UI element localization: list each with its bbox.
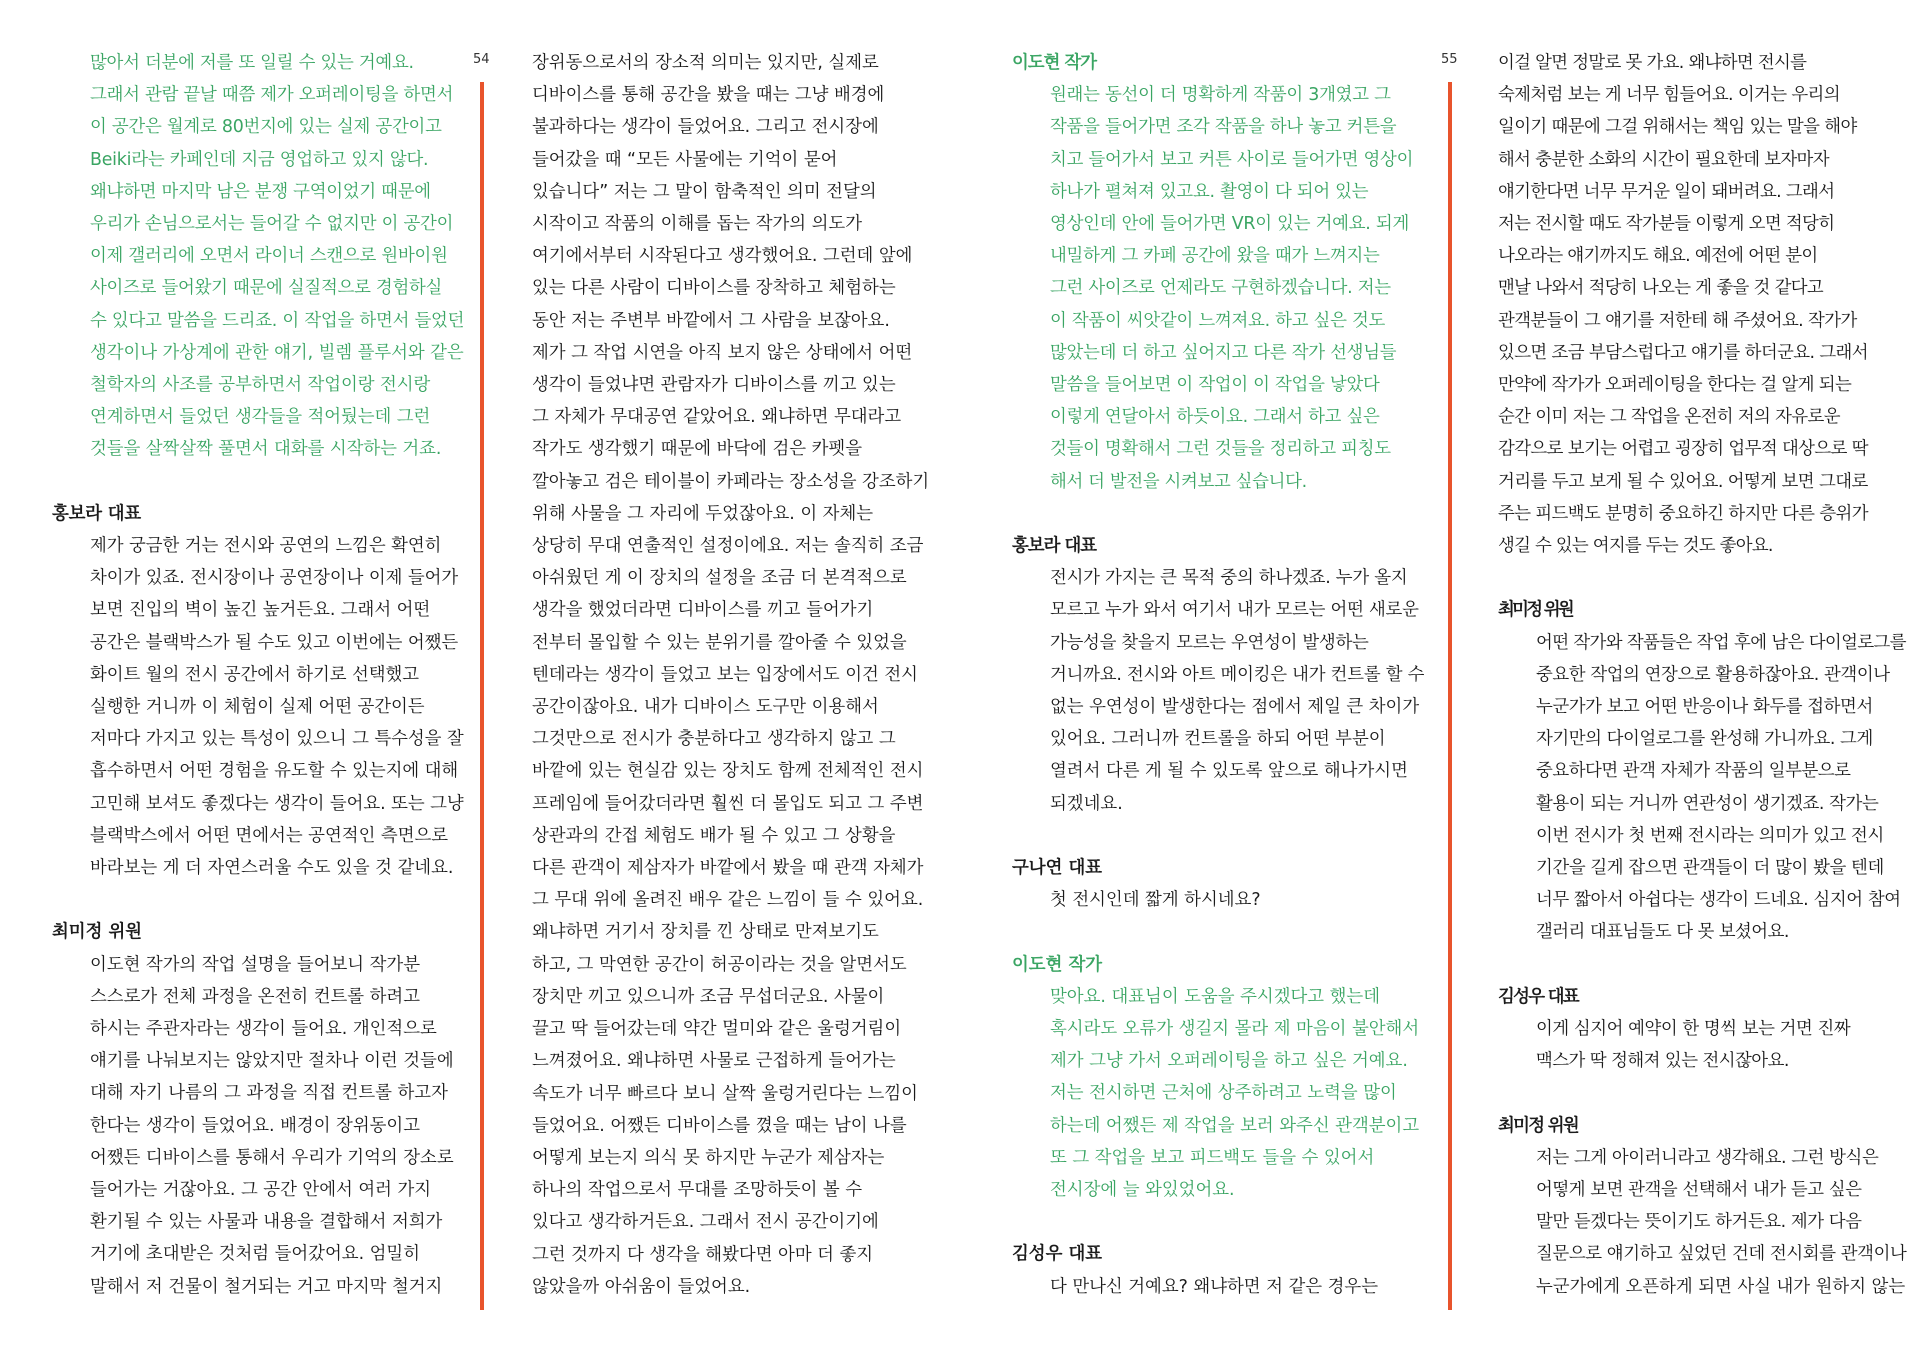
text-line: 너무 짧아서 아쉽다는 생각이 드네요. 심지어 참여 [1536, 890, 1901, 911]
text-line: 차이가 있죠. 전시장이나 공연장이나 이제 들어가 [90, 568, 459, 589]
text-line: 이걸 알면 정말로 못 가요. 왜냐하면 전시를 [1498, 53, 1807, 73]
text-line: 원래는 동선이 더 명확하게 작품이 3개였고 그 [1050, 85, 1391, 106]
paragraph-gap [1012, 1206, 1424, 1238]
text-line: 그런 사이즈로 언제라도 구현하겠습니다. 저는 [1050, 278, 1391, 299]
text-line: 블랙박스에서 어떤 면에서는 공연적인 측면으로 [90, 825, 449, 846]
text-line: 프레임에 들어갔더라면 훨씬 더 몰입도 되고 그 주변 [532, 793, 924, 814]
text-line: 다른 관객이 제삼자가 바깥에서 봤을 때 관객 자체가 [532, 858, 924, 879]
text-line: 가능성을 찾을지 모르는 우연성이 발생하는 [1050, 632, 1369, 653]
text-line: 또 그 작업을 보고 피드백도 들을 수 있어서 [1050, 1147, 1375, 1168]
right-page-column-2 [1498, 47, 1906, 1303]
text-line: 제가 그 작업 시연을 아직 보지 않은 상태에서 어떤 [532, 342, 913, 363]
text-line: 시작이고 작품의 이해를 돕는 작가의 의도가 [532, 214, 863, 235]
text-line: 수 있다고 말씀을 드리죠. 이 작업을 하면서 들었던 [90, 310, 465, 331]
paragraph-gap [1012, 916, 1424, 948]
text-line: 맥스가 딱 정해져 있는 전시잖아요. [1536, 1051, 1789, 1072]
left-page-column-2 [532, 47, 929, 1303]
text-line: 말만 듣겠다는 뜻이기도 하거든요. 제가 다음 [1536, 1212, 1862, 1233]
text-line: 누군가가 보고 어떤 반응이나 화두를 접하면서 [1536, 697, 1873, 718]
text-line: 작가도 생각했기 때문에 바닥에 검은 카펫을 [532, 439, 863, 460]
text-line: 없는 우연성이 발생한다는 점에서 제일 큰 차이가 [1050, 697, 1420, 718]
text-line: 혹시라도 오류가 생길지 몰라 제 마음이 불안해서 [1050, 1019, 1420, 1040]
text-line: 이번 전시가 첫 번째 전시라는 의미가 있고 전시 [1536, 825, 1884, 846]
paragraph-gap [1012, 820, 1424, 852]
speaker-name: 이도현 작가 [1012, 954, 1103, 975]
text-line: 것들을 살짝살짝 풀면서 대화를 시작하는 거죠. [90, 439, 442, 460]
text-line: 저는 전시하면 근처에 상주하려고 노력을 많이 [1050, 1083, 1397, 1104]
text-line: 생각을 했었더라면 디바이스를 끼고 들어가기 [532, 600, 874, 621]
speaker-name: 홍보라 대표 [1012, 536, 1097, 557]
paragraph-gap [52, 466, 464, 498]
paragraph-gap [1012, 498, 1424, 530]
text-line: 있습니다” 저는 그 말이 함축적인 의미 전달의 [532, 181, 877, 202]
text-line: 맨날 나와서 적당히 나오는 게 좋을 것 같다고 [1498, 278, 1824, 299]
text-line: 내밀하게 그 카페 공간에 왔을 때가 느껴지는 [1050, 246, 1380, 267]
text-line: 디바이스를 통해 공간을 봤을 때는 그냥 배경에 [532, 85, 885, 106]
text-line: 되겠네요. [1050, 793, 1123, 814]
page-number: 55 [1441, 52, 1458, 67]
text-line: 맞아요. 대표님이 도움을 주시겠다고 했는데 [1050, 986, 1381, 1007]
text-line: 장위동으로서의 장소적 의미는 있지만, 실제로 [532, 53, 879, 73]
text-line: 어쨌든 디바이스를 통해서 우리가 기억의 장소로 [90, 1147, 454, 1168]
text-line: 있는 다른 사람이 디바이스를 장착하고 체험하는 [532, 278, 896, 299]
speaker-name: 최미정 위원 [1498, 1115, 1579, 1136]
text-line: 이제 갤러리에 오면서 라이너 스캔으로 원바이원 [90, 246, 448, 267]
text-line: 많아서 더분에 저를 또 일릴 수 있는 거예요. [90, 53, 414, 73]
text-line: 철학자의 사조를 공부하면서 작업이랑 전시랑 [90, 375, 431, 396]
text-line: 전시가 가지는 큰 목적 중의 하나겠죠. 누가 올지 [1050, 568, 1408, 589]
text-line: 다 만나신 거예요? 왜냐하면 저 같은 경우는 [1050, 1276, 1378, 1297]
text-line: 깔아놓고 검은 테이블이 카페라는 장소성을 강조하기 [532, 471, 930, 492]
text-line: 이렇게 연달아서 하듯이요. 그래서 하고 싶은 [1050, 407, 1380, 428]
left-page-column-1 [52, 47, 464, 1303]
text-line: 여기에서부터 시작된다고 생각했어요. 그런데 앞에 [532, 246, 913, 267]
text-line: 느껴졌어요. 왜냐하면 사물로 근접하게 들어가는 [532, 1051, 896, 1072]
text-line: 전시장에 늘 와있었어요. [1050, 1180, 1235, 1201]
text-line: 하는데 어쨌든 제 작업을 보러 와주신 관객분이고 [1050, 1115, 1420, 1136]
text-line: 공간은 블랙박스가 될 수도 있고 이번에는 어쨌든 [90, 632, 459, 653]
text-line: 어떻게 보는지 의식 못 하지만 누군가 제삼자는 [532, 1147, 885, 1168]
right-page [960, 0, 1919, 1362]
text-line: 거리를 두고 보게 될 수 있어요. 어떻게 보면 그대로 [1498, 471, 1868, 492]
text-line: 생각이나 가상계에 관한 얘기, 빌렘 플루서와 같은 [90, 342, 464, 363]
text-line: 숙제처럼 보는 게 너무 힘들어요. 이거는 우리의 [1498, 85, 1840, 106]
text-line: 저마다 가지고 있는 특성이 있으니 그 특수성을 잘 [90, 729, 464, 750]
text-line: 보면 진입의 벽이 높긴 높거든요. 그래서 어떤 [90, 600, 431, 621]
text-line: 이도현 작가의 작업 설명을 들어보니 작가분 [90, 954, 421, 975]
paragraph-gap [52, 884, 464, 916]
text-line: 않았을까 아쉬움이 들었어요. [532, 1276, 751, 1297]
text-line: 장치만 끼고 있으니까 조금 무섭더군요. 사물이 [532, 986, 885, 1007]
text-line: 제가 궁금한 거는 전시와 공연의 느낌은 확연히 [90, 536, 442, 557]
text-line: 아쉬웠던 게 이 장치의 설정을 조금 더 본격적으로 [532, 568, 907, 589]
text-line: 끌고 딱 들어갔는데 약간 멀미와 같은 울렁거림이 [532, 1019, 902, 1040]
text-line: 거니까요. 전시와 아트 메이킹은 내가 컨트롤 할 수 [1050, 664, 1425, 685]
speaker-name: 최미정 위원 [1498, 600, 1573, 621]
text-line: 우리가 손님으로서는 들어갈 수 없지만 이 공간이 [90, 214, 454, 235]
text-line: 하나의 작업으로서 무대를 조망하듯이 볼 수 [532, 1180, 863, 1201]
text-line: 활용이 되는 거니까 연관성이 생기겠죠. 작가는 [1536, 793, 1879, 814]
text-line: 실행한 거니까 이 체험이 실제 어떤 공간이든 [90, 697, 425, 718]
text-line: 순간 이미 저는 그 작업을 온전히 저의 자유로운 [1498, 407, 1840, 428]
orange-rule [480, 82, 484, 1310]
text-line: 해서 더 발전을 시켜보고 싶습니다. [1050, 471, 1307, 492]
right-page-column-1 [1012, 47, 1424, 1303]
text-line: 들었어요. 어쨌든 디바이스를 꼈을 때는 남이 나를 [532, 1115, 907, 1136]
text-line: 그 자체가 무대공연 같았어요. 왜냐하면 무대라고 [532, 407, 902, 428]
speaker-name: 홍보라 대표 [52, 503, 142, 524]
text-line: 누군가에게 오픈하게 되면 사실 내가 원하지 않는 [1536, 1276, 1906, 1297]
text-line: 위해 사물을 그 자리에 두었잖아요. 이 자체는 [532, 503, 874, 524]
text-line: 말해서 저 건물이 철거되는 거고 마지막 철거지 [90, 1276, 443, 1297]
text-line: 한다는 생각이 들었어요. 배경이 장위동이고 [90, 1115, 421, 1136]
text-line: 중요한 작업의 연장으로 활용하잖아요. 관객이나 [1536, 664, 1890, 685]
text-line: 흡수하면서 어떤 경험을 유도할 수 있는지에 대해 [90, 761, 459, 782]
text-line: 이 공간은 월계로 80번지에 있는 실제 공간이고 [90, 117, 442, 138]
text-line: 자기만의 다이얼로그를 완성해 가니까요. 그게 [1536, 729, 1873, 750]
text-line: Beiki라는 카페인데 지금 영업하고 있지 않다. [90, 149, 429, 170]
page-number: 54 [473, 52, 490, 67]
text-line: 얘기를 나눠보지는 않았지만 절차나 이런 것들에 [90, 1051, 454, 1072]
paragraph-gap [1498, 949, 1906, 981]
text-line: 속도가 너무 빠르다 보니 살짝 울렁거린다는 느낌이 [532, 1083, 918, 1104]
text-line: 말씀을 들어보면 이 작업이 이 작업을 낳았다 [1050, 375, 1380, 396]
text-line: 갤러리 대표님들도 다 못 보셨어요. [1536, 922, 1789, 943]
paragraph-gap [1498, 562, 1906, 594]
text-line: 많았는데 더 하고 싶어지고 다른 작가 선생님들 [1050, 342, 1397, 363]
text-line: 일이기 때문에 그걸 위해서는 책임 있는 말을 해야 [1498, 117, 1857, 138]
text-line: 모르고 누가 와서 여기서 내가 모르는 어떤 새로운 [1050, 600, 1419, 621]
text-line: 스스로가 전체 과정을 온전히 컨트롤 하려고 [90, 986, 421, 1007]
text-line: 이게 심지어 예약이 한 명씩 보는 거면 진짜 [1536, 1019, 1851, 1040]
text-line: 연계하면서 들었던 생각들을 적어뒀는데 그런 [90, 407, 431, 428]
text-line: 있어요. 그러니까 컨트롤을 하되 어떤 부분이 [1050, 729, 1386, 750]
text-line: 그 무대 위에 올려진 배우 같은 느낌이 들 수 있어요. [532, 890, 924, 911]
orange-rule [1448, 82, 1452, 1310]
paragraph-gap [1498, 1077, 1906, 1109]
text-line: 있으면 조금 부담스럽다고 얘기를 하더군요. 그래서 [1498, 342, 1868, 363]
text-line: 불과하다는 생각이 들었어요. 그리고 전시장에 [532, 117, 879, 138]
text-line: 그런 것까지 다 생각을 해봤다면 아마 더 좋지 [532, 1244, 874, 1265]
text-line: 생각이 들었냐면 관람자가 디바이스를 끼고 있는 [532, 375, 896, 396]
text-line: 얘기한다면 너무 무거운 일이 돼버려요. 그래서 [1498, 181, 1835, 202]
text-line: 들어갔을 때 “모든 사물에는 기억이 묻어 [532, 149, 838, 170]
text-line: 하시는 주관자라는 생각이 들어요. 개인적으로 [90, 1019, 437, 1040]
text-line: 어떤 작가와 작품들은 작업 후에 남은 다이얼로그를 [1536, 632, 1906, 653]
text-line: 저는 그게 아이러니라고 생각해요. 그런 방식은 [1536, 1147, 1879, 1168]
speaker-name: 구나연 대표 [1012, 858, 1103, 879]
text-line: 공간이잖아요. 내가 디바이스 도구만 이용해서 [532, 697, 879, 718]
text-line: 감각으로 보기는 어렵고 굉장히 업무적 대상으로 딱 [1498, 439, 1868, 460]
text-line: 이 작품이 씨앗같이 느껴져요. 하고 싶은 것도 [1050, 310, 1386, 331]
text-line: 제가 그냥 가서 오퍼레이팅을 하고 싶은 거예요. [1050, 1051, 1408, 1072]
text-line: 치고 들어가서 보고 커튼 사이로 들어가면 영상이 [1050, 149, 1414, 170]
text-line: 만약에 작가가 오퍼레이팅을 한다는 걸 알게 되는 [1498, 375, 1852, 396]
text-line: 해서 충분한 소화의 시간이 필요한데 보자마자 [1498, 149, 1829, 170]
text-line: 영상인데 안에 들어가면 VR이 있는 거예요. 되게 [1050, 214, 1410, 235]
text-line: 것들이 명확해서 그런 것들을 정리하고 피칭도 [1050, 439, 1391, 460]
text-line: 화이트 월의 전시 공간에서 하기로 선택했고 [90, 664, 420, 685]
text-line: 기간을 길게 잡으면 관객들이 더 많이 봤을 텐데 [1536, 858, 1884, 879]
text-line: 나오라는 얘기까지도 해요. 예전에 어떤 분이 [1498, 246, 1818, 267]
text-line: 어떻게 보면 관객을 선택해서 내가 듣고 싶은 [1536, 1180, 1862, 1201]
speaker-name: 이도현 작가 [1012, 53, 1097, 73]
text-line: 동안 저는 주변부 바깥에서 그 사람을 보잖아요. [532, 310, 890, 331]
text-line: 바깥에 있는 현실감 있는 장치도 함께 전체적인 전시 [532, 761, 924, 782]
text-line: 저는 전시할 때도 작가분들 이렇게 오면 적당히 [1498, 214, 1835, 235]
text-line: 질문으로 얘기하고 싶었던 건데 전시회를 관객이나 [1536, 1244, 1907, 1265]
speaker-name: 최미정 위원 [52, 922, 143, 943]
text-line: 관객분들이 그 얘기를 저한테 해 주셨어요. 작가가 [1498, 310, 1857, 331]
text-line: 작품을 들어가면 조각 작품을 하나 놓고 커튼을 [1050, 117, 1397, 138]
text-line: 왜냐하면 마지막 남은 분쟁 구역이었기 때문에 [90, 181, 431, 202]
text-line: 대해 자기 나름의 그 과정을 직접 컨트롤 하고자 [90, 1083, 448, 1104]
text-line: 주는 피드백도 분명히 중요하긴 하지만 다른 층위가 [1498, 503, 1868, 524]
text-line: 열려서 다른 게 될 수 있도록 앞으로 해나가시면 [1050, 761, 1408, 782]
text-line: 고민해 보셔도 좋겠다는 생각이 들어요. 또는 그냥 [90, 793, 464, 814]
text-line: 있다고 생각하거든요. 그래서 전시 공간이기에 [532, 1212, 879, 1233]
text-line: 거기에 초대받은 것처럼 들어갔어요. 엄밀히 [90, 1244, 421, 1265]
text-line: 상당히 무대 연출적인 설정이에요. 저는 솔직히 조금 [532, 536, 924, 557]
text-line: 그래서 관람 끝날 때쯤 제가 오퍼레이팅을 하면서 [90, 85, 454, 106]
text-line: 하나가 펼쳐져 있고요. 촬영이 다 되어 있는 [1050, 181, 1369, 202]
text-line: 상관과의 간접 체험도 배가 될 수 있고 그 상황을 [532, 825, 896, 846]
text-line: 전부터 몰입할 수 있는 분위기를 깔아줄 수 있었을 [532, 632, 907, 653]
text-line: 생길 수 있는 여지를 두는 것도 좋아요. [1498, 536, 1773, 557]
text-line: 왜냐하면 거기서 장치를 낀 상태로 만져보기도 [532, 922, 879, 943]
speaker-name: 김성우 대표 [1012, 1244, 1103, 1265]
text-line: 첫 전시인데 짧게 하시네요? [1050, 890, 1261, 911]
speaker-name: 김성우 대표 [1498, 986, 1579, 1007]
text-line: 그것만으로 전시가 충분하다고 생각하지 않고 그 [532, 729, 896, 750]
text-line: 하고, 그 막연한 공간이 허공이라는 것을 알면서도 [532, 954, 907, 975]
text-line: 중요하다면 관객 자체가 작품의 일부분으로 [1536, 761, 1851, 782]
text-line: 사이즈로 들어왔기 때문에 실질적으로 경험하실 [90, 278, 443, 299]
text-line: 들어가는 거잖아요. 그 공간 안에서 여러 가지 [90, 1180, 432, 1201]
text-line: 환기될 수 있는 사물과 내용을 결합해서 저희가 [90, 1212, 443, 1233]
text-line: 텐데라는 생각이 들었고 보는 입장에서도 이건 전시 [532, 664, 918, 685]
text-line: 바라보는 게 더 자연스러울 수도 있을 것 같네요. [90, 858, 454, 879]
